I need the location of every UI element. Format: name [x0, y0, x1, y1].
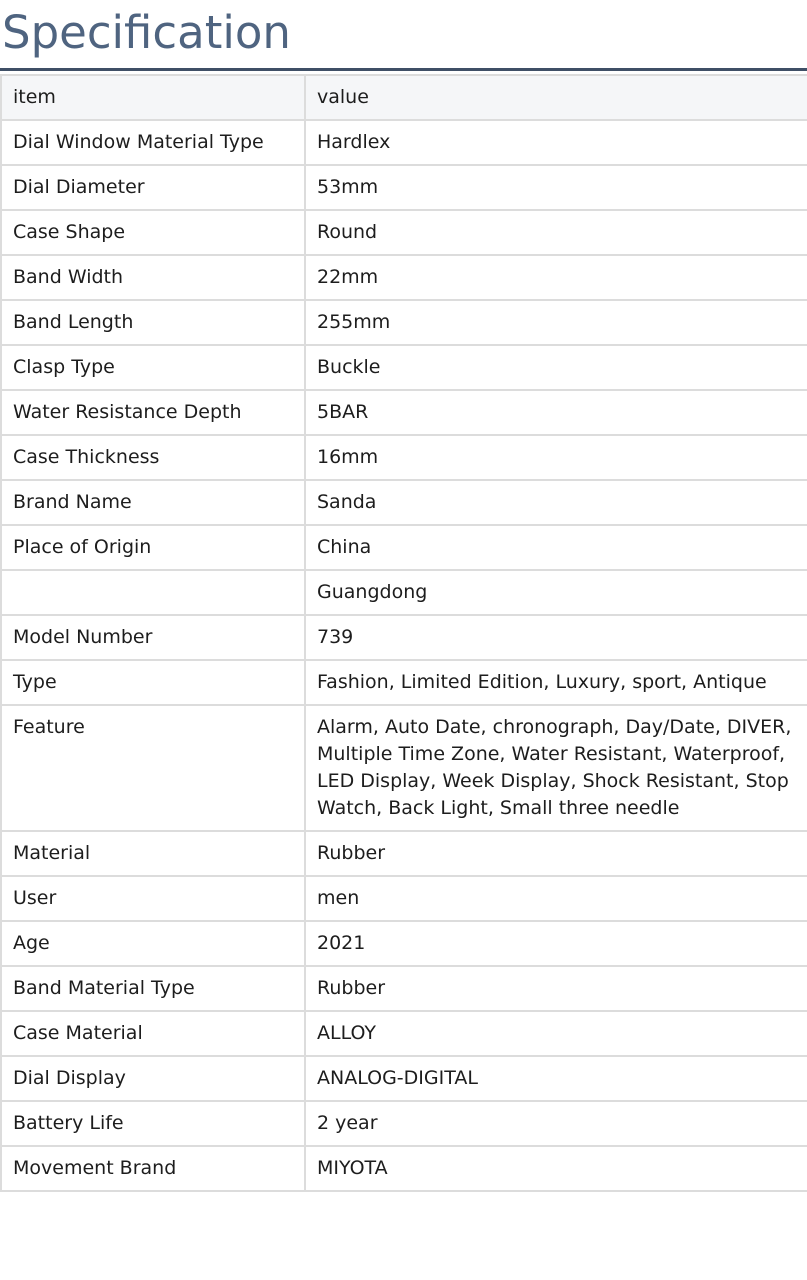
table-row [1, 570, 807, 615]
row-item: Place of Origin [1, 525, 305, 570]
table-row [1, 435, 807, 480]
table-row [1, 1056, 807, 1101]
row-item: Model Number [1, 615, 305, 660]
row-item: Brand Name [1, 480, 305, 525]
row-item: Clasp Type [1, 345, 305, 390]
specification-table [0, 74, 807, 1192]
table-row [1, 1146, 807, 1191]
table-row [1, 345, 807, 390]
row-value: Fashion, Limited Edition, Luxury, sport, Antique [305, 660, 807, 705]
row-item: Case Shape [1, 210, 305, 255]
row-value: Round [305, 210, 807, 255]
row-item: Water Resistance Depth [1, 390, 305, 435]
table-row [1, 525, 807, 570]
table-row [1, 165, 807, 210]
table-row [1, 120, 807, 165]
row-item: Case Thickness [1, 435, 305, 480]
table-header-row [1, 75, 807, 120]
row-value: Sanda [305, 480, 807, 525]
row-item: Age [1, 921, 305, 966]
table-row [1, 480, 807, 525]
table-row [1, 1011, 807, 1056]
row-value: Alarm, Auto Date, chronograph, Day/Date, DIVER, Multiple Time Zone, Water Resistant, Waterproof, LED Display, Week Display, Shock Resistant, Stop Watch, Back Light, Small three needle [305, 705, 807, 831]
table-row [1, 876, 807, 921]
table-row [1, 921, 807, 966]
row-item: Band Width [1, 255, 305, 300]
row-item: Battery Life [1, 1101, 305, 1146]
row-item: Movement Brand [1, 1146, 305, 1191]
table-row [1, 615, 807, 660]
row-value: Rubber [305, 966, 807, 1011]
row-item: Band Length [1, 300, 305, 345]
row-value: 53mm [305, 165, 807, 210]
table-row [1, 1101, 807, 1146]
row-item: Case Material [1, 1011, 305, 1056]
row-item: Feature [1, 705, 305, 831]
table-row [1, 300, 807, 345]
row-value: Hardlex [305, 120, 807, 165]
table-row [1, 255, 807, 300]
row-value: 22mm [305, 255, 807, 300]
row-item: User [1, 876, 305, 921]
row-value: Guangdong [305, 570, 807, 615]
row-value: China [305, 525, 807, 570]
row-value: 16mm [305, 435, 807, 480]
table-row [1, 705, 807, 831]
row-item: Dial Window Material Type [1, 120, 305, 165]
row-value: ANALOG-DIGITAL [305, 1056, 807, 1101]
table-row [1, 966, 807, 1011]
row-value: Rubber [305, 831, 807, 876]
row-value: MIYOTA [305, 1146, 807, 1191]
row-value: Buckle [305, 345, 807, 390]
header-value: value [305, 75, 807, 120]
row-item: Material [1, 831, 305, 876]
row-value: 2021 [305, 921, 807, 966]
page-title: Specification [0, 0, 807, 71]
row-item: Dial Display [1, 1056, 305, 1101]
row-item: Dial Diameter [1, 165, 305, 210]
header-item: item [1, 75, 305, 120]
table-row [1, 210, 807, 255]
row-value: 5BAR [305, 390, 807, 435]
row-item [1, 570, 305, 615]
table-row [1, 660, 807, 705]
row-value: 2 year [305, 1101, 807, 1146]
row-value: 255mm [305, 300, 807, 345]
table-row [1, 831, 807, 876]
row-item: Band Material Type [1, 966, 305, 1011]
row-item: Type [1, 660, 305, 705]
table-row [1, 390, 807, 435]
row-value: 739 [305, 615, 807, 660]
row-value: men [305, 876, 807, 921]
row-value: ALLOY [305, 1011, 807, 1056]
